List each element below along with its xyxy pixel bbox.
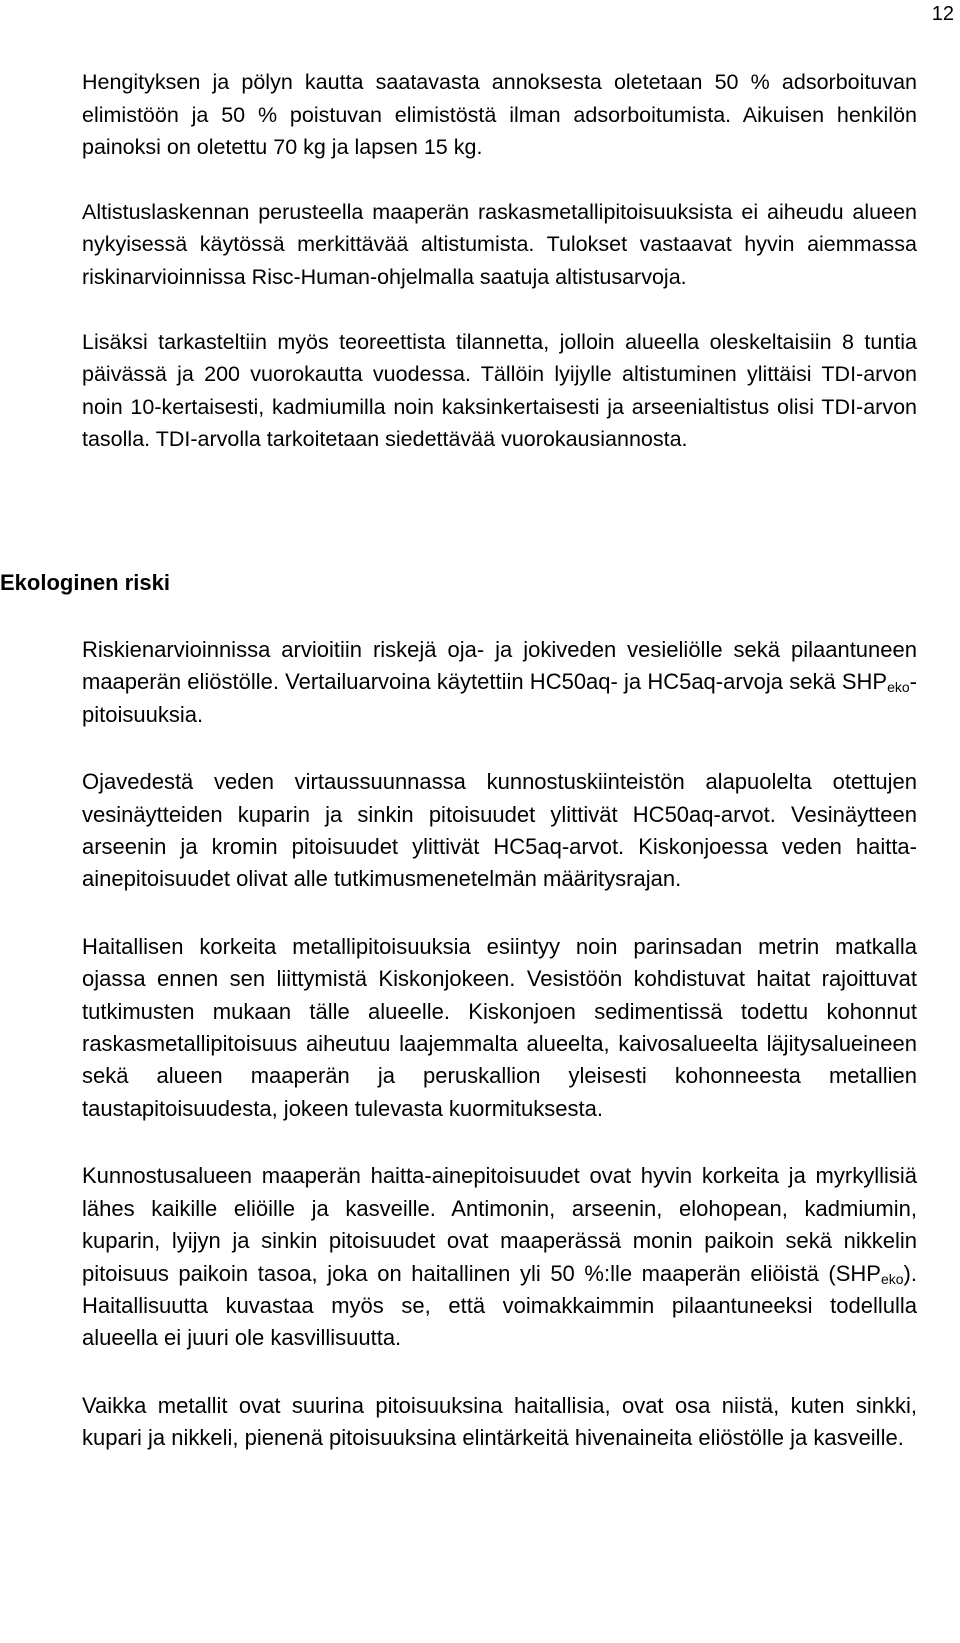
subscript-eko: eko (887, 679, 910, 696)
body-text-ecological (82, 634, 917, 1455)
paragraph-soil-toxicity (82, 1160, 917, 1354)
paragraph-metal-concentrations: Haitallisen korkeita metallipitoisuuksia esiintyy noin parinsadan metrin matkalla ojassa ennen sen liittymistä Kiskonjokeen. Vesistöön kohdistuvat haitat rajoittuvat tutkimusten mukaan tälle alueelle. Kiskonjoen sedimentissä todettu kohonnut raskasmetallipitoisuus aiheutuu laajemmalta alueelta, kaivosalueelta läjitysalueineen sekä alueen maaperän ja peruskallion yleisesti kohonneesta metallien taustapitoisuudesta, jokeen tulevasta kuormituksesta. (82, 933, 917, 1121)
section-heading-ecological-risk: Ekologinen riski (0, 570, 170, 595)
text-fragment: ). Haitallisuutta kuvastaa myös se, että voimakkaimmin pilaantuneeksi todellulla alueella ei juuri ole kasvillisuutta. (82, 1260, 917, 1351)
paragraph-exposure-calculation: Altistuslaskennan perusteella maaperän raskasmetallipitoisuuksista ei aiheudu alueen nykyisessä käytössä merkittävää altistumista. Tulokset vastaavat hyvin aiemmassa riskinarvioinnissa Risc-Human-ohjelmalla saatuja altistusarvoja. (82, 199, 917, 289)
body-text-top (82, 66, 917, 456)
subscript-eko: eko (880, 1270, 904, 1287)
text-fragment: Riskienarvioinnissa arvioitiin riskejä oja- ja jokiveden vesieliölle sekä pilaantuneen maaperän eliöstölle. Vertailuarvoina käytettiin HC50aq- ja HC5aq-arvoja sekä SHP (82, 637, 917, 695)
paragraph-water-samples: Ojavedestä veden virtaussuunnassa kunnostuskiinteistön alapuolelta otettujen vesinäytteiden kuparin ja sinkin pitoisuudet ylittivät HC50aq-arvot. Vesinäytteen arseenin ja kromin pitoisuudet ylittivät HC5aq-arvot. Kiskonjoessa veden haitta-ainepitoisuudet olivat alle tutkimusmenetelmän määritysrajan. (82, 769, 917, 892)
text-fragment: Kunnostusalueen maaperän haitta-ainepitoisuudet ovat hyvin korkeita ja myrkyllisiä lähes kaikille eliöille ja kasveille. Antimonin, arseenin, elohopean, kadmiumin, kuparin, lyijyn ja sinkin pitoisuudet ovat maaperässä monin paikoin sekä nikkelin pitoisuus paikoin tasoa, joka on haitallinen yli 50 %:lle maaperän eliöistä (SHP (82, 1163, 917, 1286)
page-number: 12 (931, 3, 954, 25)
text-fragment: -pitoisuuksia. (82, 669, 917, 727)
paragraph-exposure-dose: Hengityksen ja pölyn kautta saatavasta annoksesta oletetaan 50 % adsorboituvan elimistöön ja 50 % poistuvan elimistöstä ilman adsorboitumista. Aikuisen henkilön painoksi on oletettu 70 kg ja lapsen 15 kg. (82, 70, 917, 160)
paragraph-theoretical-scenario: Lisäksi tarkasteltiin myös teoreettista tilannetta, jolloin alueella oleskeltaisiin 8 tuntia päivässä ja 200 vuorokautta vuodessa. Tällöin lyijylle altistuminen ylittäisi TDI-arvon noin 10-kertaisesti, kadmiumilla noin kaksinkertaisesti ja arseenialtistus olisi TDI-arvon tasolla. TDI-arvolla tarkoitetaan siedettävää vuorokausiannosta. (82, 329, 917, 452)
paragraph-risk-assessment (82, 634, 917, 731)
paragraph-trace-elements: Vaikka metallit ovat suurina pitoisuuksina haitallisia, ovat osa niistä, kuten sinkki, kupari ja nikkeli, pienenä pitoisuuksina elintärkeitä hivenaineita eliöstölle ja kasveille. (82, 1392, 917, 1451)
